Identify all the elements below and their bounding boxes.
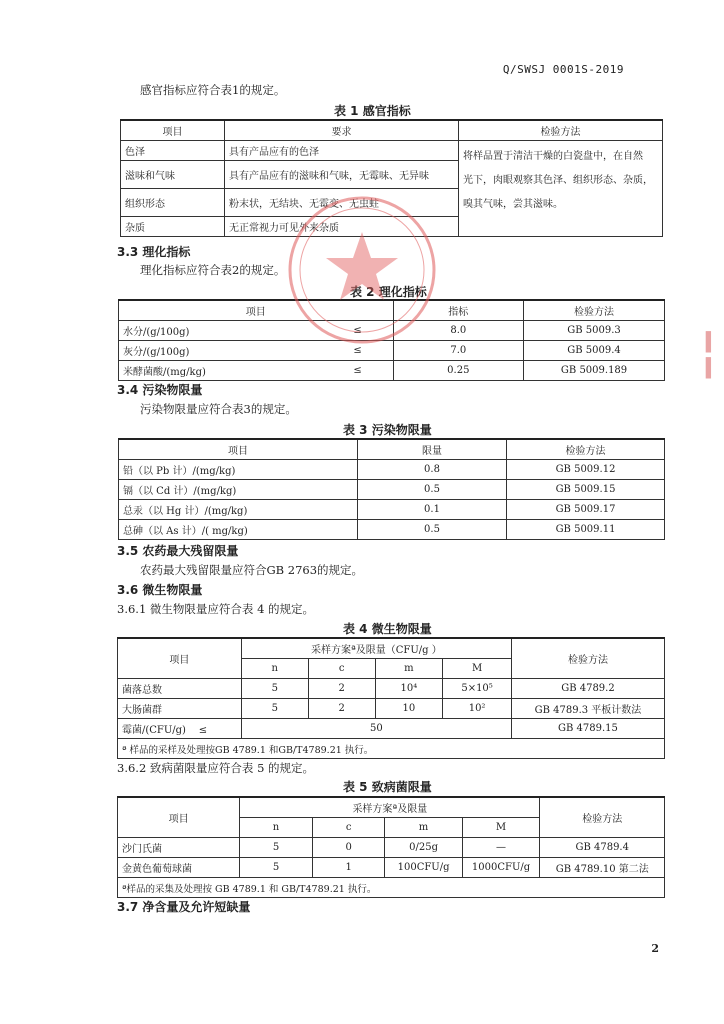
- table5-header-item: 项目: [118, 797, 240, 838]
- table2-header-method: 检验方法: [524, 300, 665, 321]
- table5-header-sampling: 采样方案ª及限量: [240, 797, 540, 818]
- table5-subheader: c: [312, 818, 385, 838]
- table2-caption: 表 2 理化指标: [350, 285, 427, 299]
- table3-cell: 铅（以 Pb 计）/(mg/kg): [119, 460, 358, 480]
- table5-subheader: M: [462, 818, 540, 838]
- table4-cell: 大肠菌群: [118, 699, 242, 719]
- table4-mold-le: ≤: [198, 725, 208, 736]
- table2-cell: 0.25: [393, 361, 524, 381]
- table4-mold-method: GB 4789.15: [511, 719, 664, 739]
- table5-cell: 5: [240, 858, 313, 878]
- table3-cell: 0.5: [358, 480, 507, 500]
- table4-cell: GB 4789.2: [511, 679, 664, 699]
- table4-mold-item: 霉菌/(CFU/g): [122, 725, 186, 736]
- table1-cell: 粉末状，无结块、无霉变、无虫蛀: [225, 189, 459, 217]
- table1-cell: 具有产品应有的滋味和气味，无霉味、无异味: [225, 161, 459, 189]
- table3-cell: 0.5: [358, 520, 507, 540]
- table4-cell: 10: [375, 699, 443, 719]
- table2-cell: GB 5009.4: [524, 341, 665, 361]
- table5-cell: 金黄色葡萄球菌: [118, 858, 240, 878]
- table2-cell: ≤: [323, 361, 393, 381]
- table2-cell: 灰分/(g/100g): [119, 341, 323, 361]
- table4-cell: 2: [308, 679, 375, 699]
- table1-cell: 杂质: [121, 217, 225, 237]
- table4-cell: 2: [308, 699, 375, 719]
- table2-cell: 8.0: [393, 321, 524, 341]
- table5-caption: 表 5 致病菌限量: [343, 780, 432, 794]
- table2-cell: GB 5009.3: [524, 321, 665, 341]
- section-3-3-title: 3.3 理化指标: [117, 245, 191, 259]
- section-3-6-title: 3.6 微生物限量: [117, 583, 203, 597]
- section-3-4-title: 3.4 污染物限量: [117, 383, 203, 397]
- table5-subheader: m: [385, 818, 462, 838]
- table1-method-line: 将样品置于清洁干燥的白瓷盘中，在自然: [463, 151, 643, 162]
- table3-cell: 总砷（以 As 计）/( mg/kg): [119, 520, 358, 540]
- table5-cell: 100CFU/g: [385, 858, 462, 878]
- table1-method-line: 嗅其气味，尝其滋味。: [463, 199, 563, 210]
- section-3-7-title: 3.7 净含量及允许短缺量: [117, 900, 251, 914]
- table3-cell: GB 5009.17: [507, 500, 665, 520]
- table4-subheader: M: [443, 659, 512, 679]
- table5-cell: 1000CFU/g: [462, 858, 540, 878]
- section-3-3-intro: 理化指标应符合表2的规定。: [140, 263, 286, 277]
- table4-subheader: c: [308, 659, 375, 679]
- table1-header-requirement: 要求: [225, 120, 459, 141]
- table3-cell: GB 5009.15: [507, 480, 665, 500]
- table4-cell: 5×10⁵: [443, 679, 512, 699]
- table4-mold-cell: [118, 719, 242, 739]
- table4-microbial: [117, 637, 665, 759]
- table2-cell: 7.0: [393, 341, 524, 361]
- table3-header-method: 检验方法: [507, 439, 665, 460]
- table1-cell: 色泽: [121, 141, 225, 161]
- table5-pathogens: [117, 796, 665, 898]
- table4-cell: 10²: [443, 699, 512, 719]
- table1-method-cell: [459, 141, 663, 237]
- table2-cell: 水分/(g/100g): [119, 321, 323, 341]
- table3-cell: GB 5009.12: [507, 460, 665, 480]
- table1-header-item: 项目: [121, 120, 225, 141]
- table5-cell: 0: [312, 838, 385, 858]
- section-3-5-text: 农药最大残留限量应符合GB 2763的规定。: [140, 563, 364, 577]
- table3-cell: 镉（以 Cd 计）/(mg/kg): [119, 480, 358, 500]
- table1-cell: 具有产品应有的色泽: [225, 141, 459, 161]
- table2-header-limit: 指标: [393, 300, 524, 321]
- table1-caption: 表 1 感官指标: [334, 104, 411, 118]
- table3-header-limit: 限量: [358, 439, 507, 460]
- table5-subheader: n: [240, 818, 313, 838]
- table3-contaminants: [118, 438, 665, 540]
- table1-header-method: 检验方法: [459, 120, 663, 141]
- table4-caption: 表 4 微生物限量: [343, 622, 432, 636]
- table5-cell: 沙门氏菌: [118, 838, 240, 858]
- section-3-5-title: 3.5 农药最大残留限量: [117, 544, 239, 558]
- table4-cell: 5: [241, 699, 308, 719]
- table1-cell: 组织形态: [121, 189, 225, 217]
- table5-cell: 5: [240, 838, 313, 858]
- table5-header-method: 检验方法: [540, 797, 665, 838]
- table4-cell: 5: [241, 679, 308, 699]
- table4-subheader: n: [241, 659, 308, 679]
- table3-header-item: 项目: [119, 439, 358, 460]
- table4-note: ª 样品的采样及处理按GB 4789.1 和GB/T4789.21 执行。: [118, 739, 665, 759]
- section-3-6-2-text: 3.6.2 致病菌限量应符合表 5 的规定。: [117, 761, 315, 775]
- table1-cell: 滋味和气味: [121, 161, 225, 189]
- table3-cell: 总汞（以 Hg 计）/(mg/kg): [119, 500, 358, 520]
- table2-cell: GB 5009.189: [524, 361, 665, 381]
- table2-cell: ≤: [323, 321, 393, 341]
- table4-subheader: m: [375, 659, 443, 679]
- table4-header-method: 检验方法: [511, 638, 664, 679]
- table4-cell: GB 4789.3 平板计数法: [511, 699, 664, 719]
- table5-cell: 1: [312, 858, 385, 878]
- table3-cell: GB 5009.11: [507, 520, 665, 540]
- table1-sensory: [120, 119, 663, 237]
- sensory-intro: 感官指标应符合表1的规定。: [140, 83, 286, 97]
- standard-code: Q/SWSJ 0001S-2019: [502, 63, 624, 76]
- table2-cell: ≤: [323, 341, 393, 361]
- table4-mold-value: 50: [241, 719, 511, 739]
- table4-cell: 菌落总数: [118, 679, 242, 699]
- table3-cell: 0.1: [358, 500, 507, 520]
- table3-cell: 0.8: [358, 460, 507, 480]
- section-3-6-1-text: 3.6.1 微生物限量应符合表 4 的规定。: [117, 602, 315, 616]
- table3-caption: 表 3 污染物限量: [343, 423, 432, 437]
- table4-header-item: 项目: [118, 638, 242, 679]
- section-3-4-intro: 污染物限量应符合表3的规定。: [140, 402, 297, 416]
- page-number: 2: [651, 942, 659, 955]
- table2-cell: 米酵菌酸/(mg/kg): [119, 361, 323, 381]
- page-edge-mark: ▍ ▍: [706, 332, 720, 379]
- table5-cell: GB 4789.4: [540, 838, 665, 858]
- table5-cell: —: [462, 838, 540, 858]
- table4-cell: 10⁴: [375, 679, 443, 699]
- table2-header-item: 项目: [119, 300, 394, 321]
- table2-physicochemical: [118, 299, 665, 381]
- table5-cell: GB 4789.10 第二法: [540, 858, 665, 878]
- table5-cell: 0/25g: [385, 838, 462, 858]
- table1-cell: 无正常视力可见外来杂质: [225, 217, 459, 237]
- table4-header-sampling: 采样方案ª及限量（CFU/g ）: [241, 638, 511, 659]
- table5-note: ª样品的采集及处理按 GB 4789.1 和 GB/T4789.21 执行。: [118, 878, 665, 898]
- table1-method-line: 光下，肉眼观察其色泽、组织形态、杂质，: [463, 175, 653, 186]
